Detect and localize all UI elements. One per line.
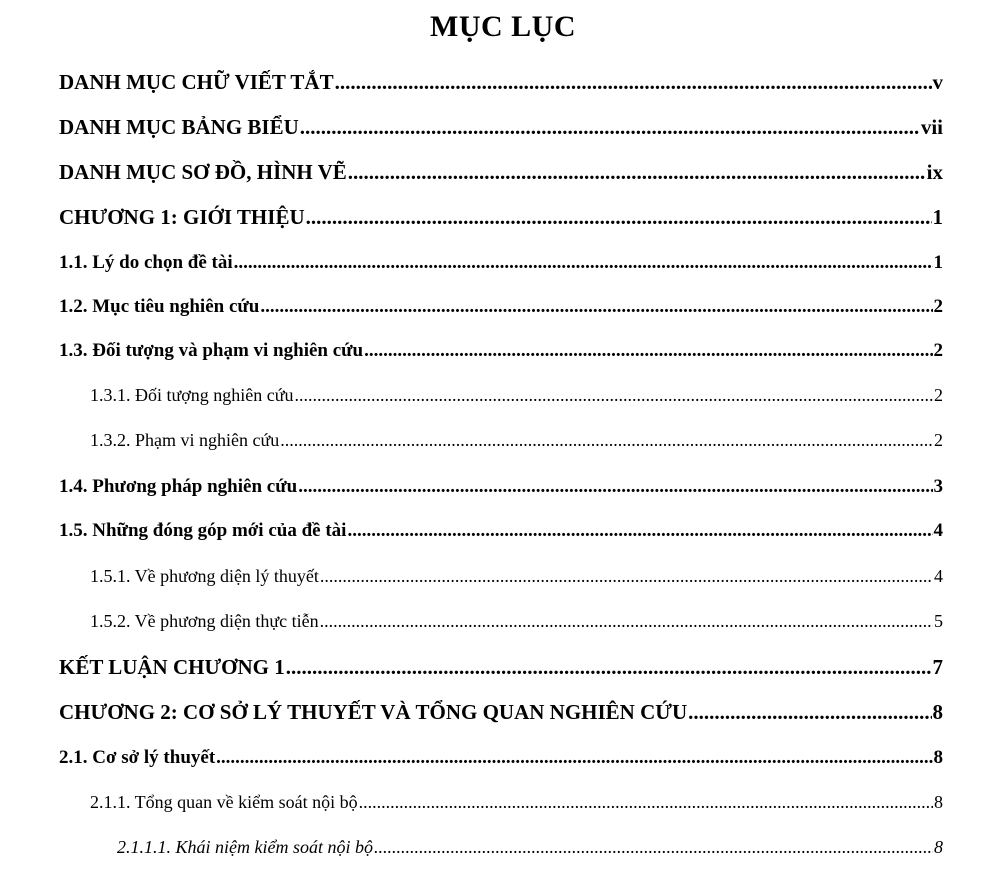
toc-entry-label: 2.1.1.1. Khái niệm kiểm soát nội bộ xyxy=(117,837,373,857)
toc-entry-2-1-1[interactable] xyxy=(90,792,943,813)
toc-entry-2-1[interactable] xyxy=(59,747,943,769)
toc-entry-page: 8 xyxy=(933,747,943,768)
toc-entry-page: vii xyxy=(920,115,943,139)
toc-entry-conclusion-1[interactable] xyxy=(59,655,943,680)
toc-entry-page: 7 xyxy=(932,655,943,679)
toc-entry-label: DANH MỤC BẢNG BIỂU xyxy=(59,115,299,139)
toc-entry-label: 1.1. Lý do chọn đề tài xyxy=(59,252,233,273)
toc-entry-label: 1.2. Mục tiêu nghiên cứu xyxy=(59,296,260,317)
toc-entry-page: v xyxy=(932,70,943,94)
toc-entry-1-3[interactable] xyxy=(59,340,943,362)
toc-entry-label: 1.5.2. Về phương diện thực tiễn xyxy=(90,611,319,631)
dot-leader xyxy=(348,162,926,183)
toc-entry-page: 3 xyxy=(933,476,943,497)
toc-entry-page: 8 xyxy=(934,837,943,857)
toc-entry-page: 4 xyxy=(934,566,943,586)
toc-entry-label: KẾT LUẬN CHƯƠNG 1 xyxy=(59,655,285,679)
dot-leader xyxy=(300,117,920,138)
toc-entry-label: CHƯƠNG 1: GIỚI THIỆU xyxy=(59,205,305,229)
toc-entry-label: 1.5. Những đóng góp mới của đề tài xyxy=(59,520,347,541)
dot-leader xyxy=(364,341,932,360)
toc-entry-label: 1.4. Phương pháp nghiên cứu xyxy=(59,476,298,497)
toc-entry-1-4[interactable] xyxy=(59,476,943,498)
dot-leader xyxy=(320,612,933,630)
toc-entry-label: CHƯƠNG 2: CƠ SỞ LÝ THUYẾT VÀ TỔNG QUAN NGHIÊN CỨU xyxy=(59,700,688,724)
toc-entry-1-5-2[interactable] xyxy=(90,611,943,632)
toc-entry-abbreviations[interactable] xyxy=(59,70,943,95)
dot-leader xyxy=(335,72,932,93)
dot-leader xyxy=(234,253,933,272)
toc-entry-label: DANH MỤC CHỮ VIẾT TẮT xyxy=(59,70,334,94)
page-title: MỤC LỤC xyxy=(430,10,576,43)
dot-leader xyxy=(688,702,931,723)
dot-leader xyxy=(260,297,932,316)
toc-entry-page: 2 xyxy=(934,430,943,450)
toc-entry-1-2[interactable] xyxy=(59,296,943,318)
toc-entry-label: 1.3.1. Đối tượng nghiên cứu xyxy=(90,385,294,405)
dot-leader xyxy=(280,431,933,449)
dot-leader xyxy=(320,567,933,585)
dot-leader xyxy=(347,521,932,540)
toc-entry-label: 2.1. Cơ sở lý thuyết xyxy=(59,747,216,768)
toc-entry-page: ix xyxy=(926,160,943,184)
dot-leader xyxy=(306,207,932,228)
toc-entry-1-5[interactable] xyxy=(59,520,943,542)
dot-leader xyxy=(374,838,933,856)
toc-entry-page: 8 xyxy=(932,700,943,724)
toc-entry-label: 1.3.2. Phạm vi nghiên cứu xyxy=(90,430,280,450)
toc-entry-chapter-1[interactable] xyxy=(59,205,943,230)
toc-entry-page: 8 xyxy=(934,792,943,812)
toc-entry-chapter-2[interactable] xyxy=(59,700,943,725)
toc-entry-1-3-2[interactable] xyxy=(90,430,943,451)
toc-entry-1-3-1[interactable] xyxy=(90,385,943,406)
dot-leader xyxy=(286,657,932,678)
toc-entry-label: 2.1.1. Tổng quan về kiểm soát nội bộ xyxy=(90,792,358,812)
toc-entry-page: 5 xyxy=(934,611,943,631)
toc-entry-tables[interactable] xyxy=(59,115,943,140)
toc-entry-page: 1 xyxy=(932,205,943,229)
toc-entry-label: DANH MỤC SƠ ĐỒ, HÌNH VẼ xyxy=(59,160,347,184)
toc-entry-page: 2 xyxy=(934,385,943,405)
toc-entry-figures[interactable] xyxy=(59,160,943,185)
toc-entry-page: 2 xyxy=(933,296,943,317)
toc-entry-page: 4 xyxy=(933,520,943,541)
toc-entry-page: 2 xyxy=(933,340,943,361)
dot-leader xyxy=(298,477,932,496)
dot-leader xyxy=(359,793,933,811)
toc-entry-label: 1.3. Đối tượng và phạm vi nghiên cứu xyxy=(59,340,364,361)
toc-entry-page: 1 xyxy=(933,252,943,273)
toc-entry-1-5-1[interactable] xyxy=(90,566,943,587)
dot-leader xyxy=(216,748,932,767)
toc-entry-2-1-1-1[interactable] xyxy=(117,837,943,858)
toc-entry-label: 1.5.1. Về phương diện lý thuyết xyxy=(90,566,319,586)
toc-entry-1-1[interactable] xyxy=(59,252,943,274)
dot-leader xyxy=(295,386,933,404)
